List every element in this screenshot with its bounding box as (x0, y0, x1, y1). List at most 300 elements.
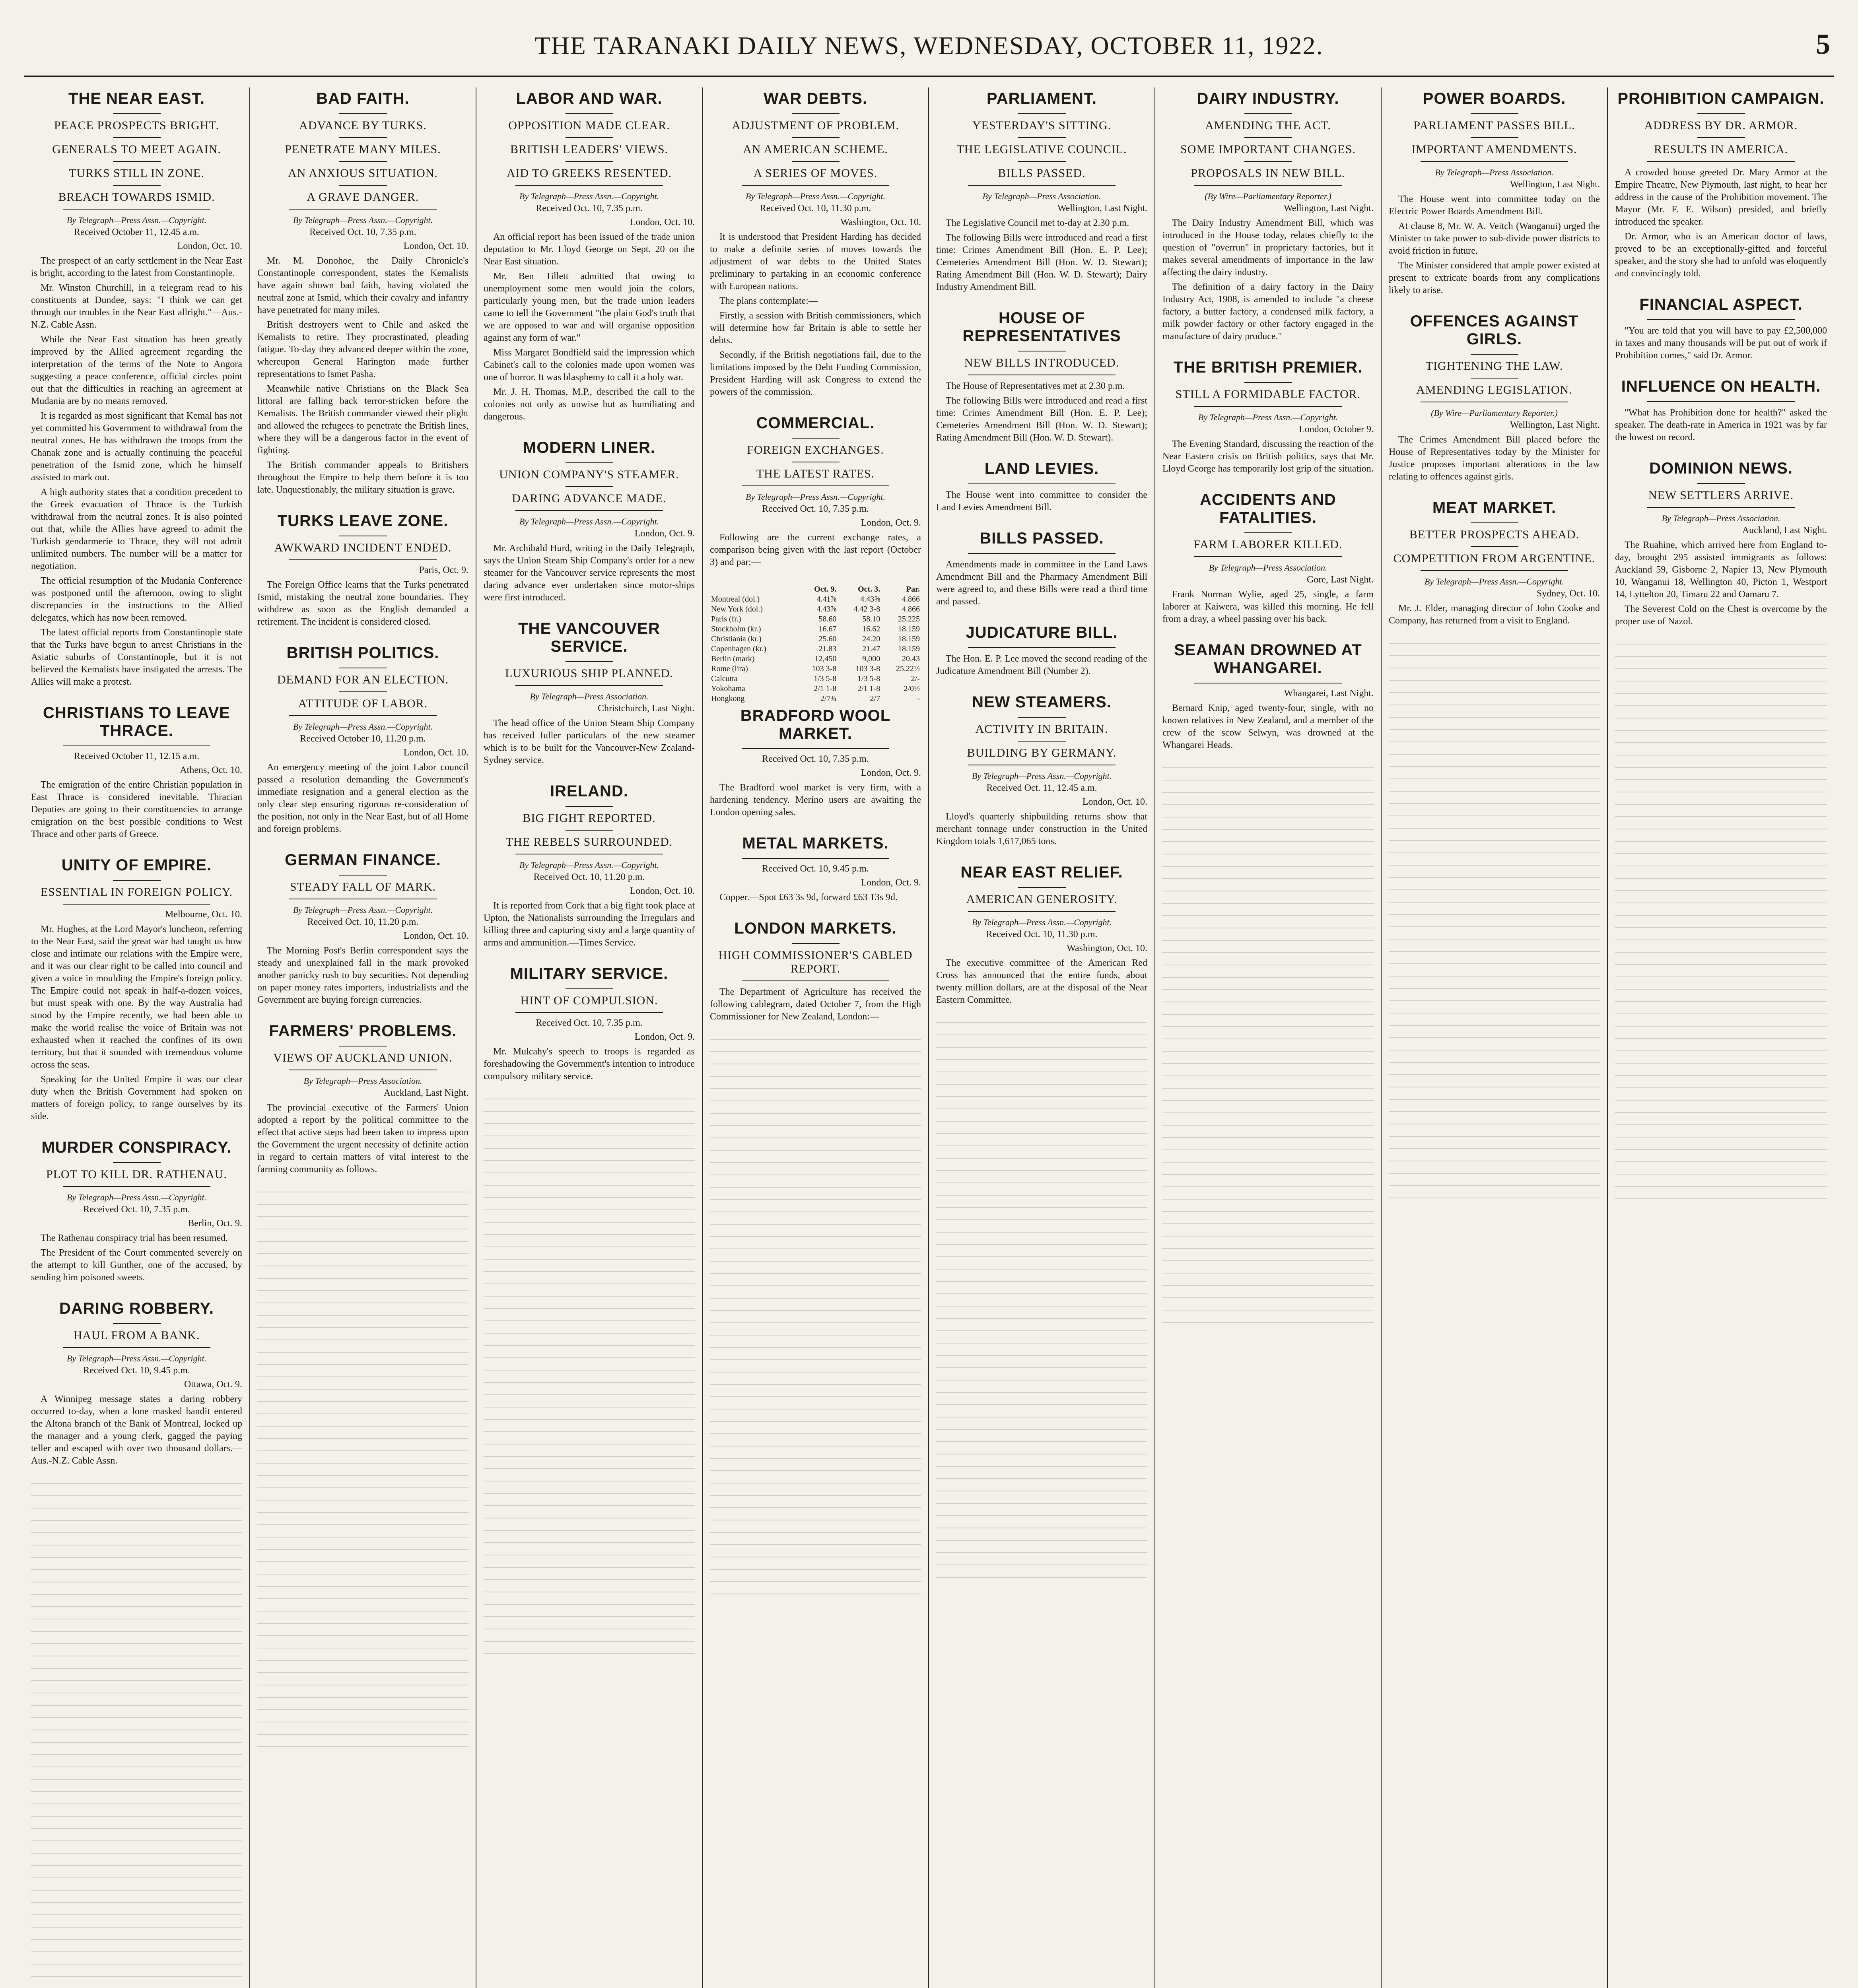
separator-rule (113, 1162, 161, 1163)
article (1615, 296, 1827, 362)
table-row (710, 674, 921, 684)
article-deck: A GRAVE DANGER. (307, 190, 419, 204)
article-deck: RESULTS IN AMERICA. (1654, 143, 1788, 156)
separator-rule (742, 185, 890, 186)
article-deck: HINT OF COMPULSION. (520, 994, 658, 1007)
article-deck: BUILDING BY GERMANY. (967, 746, 1117, 759)
separator-rule (1471, 378, 1518, 379)
separator-rule (63, 1347, 211, 1348)
separator-rule (1697, 137, 1745, 138)
separator-rule (1471, 113, 1518, 114)
article-paragraph: Lloyd's quarterly shipbuilding returns show that merchant tonnage under construction in the United Kingdom totals 1,617,065 tons. (936, 812, 1147, 846)
article-paragraph: The Foreign Office learns that the Turks penetrated Ismid, mistaking the neutral zone boundaries. They withdrew as soon as the English demanded a retirement. The incident is considered closed. (257, 580, 468, 627)
rates-cell: 4.42 3-8 (853, 605, 880, 613)
article-deck: THE LATEST RATES. (756, 467, 875, 480)
article (936, 624, 1147, 678)
rates-cell: 12,450 (814, 654, 837, 663)
rates-cell: 4.43⅞ (816, 605, 837, 613)
article-byline: By Telegraph—Press Assn.—Copyright. (1198, 412, 1338, 422)
article-paragraph: Copper.—Spot £63 3s 9d, forward £63 13s 9d. (719, 892, 898, 903)
separator-rule (113, 113, 161, 114)
article-deck: VIEWS OF AUCKLAND UNION. (273, 1051, 453, 1064)
article-received: Received Oct. 10, 7.35 p.m. (309, 227, 416, 237)
article-deck: IMPORTANT AMENDMENTS. (1411, 143, 1577, 156)
rates-cell: Calcutta (711, 674, 738, 683)
article-headline: FINANCIAL ASPECT. (1639, 296, 1803, 313)
article-deck: NEW BILLS INTRODUCED. (964, 356, 1119, 369)
table-row (710, 654, 921, 664)
article-deck: COMPETITION FROM ARGENTINE. (1393, 552, 1596, 565)
article-byline: (By Wire—Parliamentary Reporter.) (1431, 408, 1558, 418)
continued-text-lines (1389, 643, 1600, 1200)
article-dateline: Whangarei, Last Night. (1284, 688, 1374, 699)
article (1615, 90, 1827, 280)
article-paragraph: The Rathenau conspiracy trial has been resumed. (41, 1233, 228, 1243)
separator-rule (968, 483, 1116, 484)
article-dateline: London, Oct. 10. (630, 217, 695, 227)
article-deck: DEMAND FOR AN ELECTION. (277, 673, 449, 686)
rates-cell: Stockholm (kr.) (711, 625, 761, 633)
article (1162, 491, 1374, 625)
article-byline: By Telegraph—Press Assn.—Copyright. (745, 492, 886, 502)
rates-cell: 58.60 (818, 615, 837, 623)
separator-rule (1018, 717, 1066, 718)
article-deck: BILLS PASSED. (998, 167, 1086, 180)
separator-rule (1244, 113, 1292, 114)
article (257, 644, 468, 835)
article-headline: NEAR EAST RELIEF. (960, 864, 1123, 881)
separator-rule (1647, 401, 1795, 402)
rates-cell: 103 3-8 (812, 664, 837, 673)
separator-rule (113, 1323, 161, 1324)
article-deck: BRITISH LEADERS' VIEWS. (510, 143, 669, 156)
article-deck: SOME IMPORTANT CHANGES. (1180, 143, 1356, 156)
article-headline: NEW STEAMERS. (972, 693, 1112, 711)
article-byline: By Telegraph—Press Association. (1435, 167, 1554, 177)
article-dateline: London, Oct. 9. (861, 768, 921, 778)
separator-rule (1697, 113, 1745, 114)
article-deck: DARING ADVANCE MADE. (512, 492, 667, 505)
article-headline: POWER BOARDS. (1423, 90, 1566, 107)
article-dateline: Paris, Oct. 9. (419, 565, 468, 575)
rates-cell: Hongkong (711, 694, 745, 703)
article-received: Received Oct. 10, 7.35 p.m. (83, 1204, 190, 1215)
article-headline: LABOR AND WAR. (516, 90, 663, 107)
table-row (710, 644, 921, 654)
article-received: Received Oct. 10, 11.20 p.m. (533, 872, 645, 882)
masthead (24, 28, 1834, 77)
article-headline: DARING ROBBERY. (59, 1300, 214, 1317)
article-deck: TIGHTENING THE LAW. (1425, 359, 1563, 373)
article-deck: AN AMERICAN SCHEME. (743, 143, 888, 156)
masthead-title: THE TARANAKI DAILY NEWS, WEDNESDAY, OCTOBER 11, 1922. (534, 31, 1324, 60)
separator-rule (792, 137, 840, 138)
article-paragraph: It is reported from Cork that a big fight took place at Upton, the Nationalists surrounding the Irregulars and killing three and capturing sixty and a large quantity of arms and ammunition.—Times Service. (484, 901, 695, 948)
rates-cell: Copenhagen (kr.) (711, 645, 766, 653)
article-headline: PROHIBITION CAMPAIGN. (1617, 90, 1825, 107)
column (24, 87, 250, 1988)
article (710, 90, 921, 398)
article-dateline: London, October 9. (1299, 424, 1374, 435)
separator-rule (339, 185, 387, 186)
article-byline: By Telegraph—Press Assn.—Copyright. (66, 1353, 207, 1363)
article-deck: PENETRATE MANY MILES. (285, 143, 441, 156)
rates-cell: 4.41⅞ (816, 595, 837, 604)
rates-cell: Rome (lira) (711, 664, 748, 673)
rates-cell: 16.67 (818, 625, 837, 633)
article (936, 90, 1147, 293)
separator-rule (113, 137, 161, 138)
separator-rule (792, 943, 840, 944)
separator-rule (968, 911, 1116, 912)
article (710, 707, 921, 819)
article-paragraph: A high authority states that a condition precedent to the Greek evacuation of Thrace is the Turkish withdrawal from the neutral zones. It is also pointed out that, while the Allies have agreed to admit the Turkish gendarmerie to Thrace, they will not admit unlimited numbers. The number will be a matter for negotiation. (31, 487, 242, 571)
separator-rule (742, 980, 890, 981)
rates-cell: Christiania (kr.) (711, 635, 762, 643)
rates-header-cell: Par. (906, 585, 920, 594)
rates-cell: 18.159 (898, 625, 920, 633)
article (31, 856, 242, 1123)
continued-text-lines (257, 1192, 468, 1748)
article-received: Received Oct. 10, 11.30 p.m. (986, 929, 1098, 940)
rates-cell: 1/3 5-8 (857, 674, 880, 683)
article-headline: SEAMAN DROWNED AT WHANGAREI. (1174, 641, 1362, 677)
article-deck: AMENDING LEGISLATION. (1416, 383, 1572, 396)
separator-rule (339, 875, 387, 876)
article-headline: COMMERCIAL. (756, 414, 875, 432)
article-deck: ADVANCE BY TURKS. (299, 119, 427, 132)
article-deck: TURKS STILL IN ZONE. (69, 167, 204, 180)
article-headline: BILLS PASSED. (980, 530, 1104, 547)
article-paragraph: Amendments made in committee in the Land Laws Amendment Bill and the Pharmacy Amendment Bill were agreed to, and these Bills were read a third time and passed. (936, 559, 1147, 607)
separator-rule (968, 647, 1116, 648)
article-paragraph: British destroyers went to Chile and asked the Kemalists to retire. They procrastinated, pleading fatigue. To-day they advanced deeper within the zone, whereupon General Harington made further representations to Ismet Pasha. (257, 320, 468, 379)
article-paragraph: The executive committee of the American Red Cross has announced that the entire funds, about twenty million dollars, are at the disposal of the Near Eastern Committee. (936, 958, 1147, 1005)
separator-rule (339, 691, 387, 692)
article (1162, 359, 1374, 475)
rates-cell: Yokohama (711, 684, 745, 693)
article (484, 439, 695, 604)
article-byline: By Telegraph—Press Assn.—Copyright. (66, 215, 207, 225)
table-row (710, 694, 921, 704)
article-paragraph: The Legislative Council met to-day at 2.30 p.m. (946, 218, 1129, 228)
article-deck: BIG FIGHT REPORTED. (523, 812, 656, 825)
article-paragraph: The House went into committee to consider the Land Levies Amendment Bill. (936, 490, 1147, 513)
article-paragraph: Dr. Armor, who is an American doctor of laws, proved to be an exceptionally-gifted and forceful speaker, and the story she had to unfold was eloquently and convincingly told. (1615, 231, 1827, 279)
article-deck: LUXURIOUS SHIP PLANNED. (505, 667, 673, 680)
rates-cell: 9,000 (862, 654, 880, 663)
article-headline: THE NEAR EAST. (68, 90, 205, 107)
article-paragraph: Secondly, if the British negotiations fail, due to the limitations imposed by the Debt Funding Commission, President Harding will ask Congress to extend the powers of the commission. (710, 350, 921, 397)
article (936, 460, 1147, 514)
article-byline: By Telegraph—Press Association. (982, 191, 1101, 201)
column (1155, 87, 1382, 1988)
article (31, 90, 242, 688)
article-paragraph: Mr. J. Elder, managing director of John Cooke and Company, has returned from a visit to England. (1389, 603, 1600, 626)
article-paragraph: Following are the current exchange rates, a comparison being given with the last report (October 3) and par:— (710, 532, 921, 567)
article-paragraph: The House went into committee today on the Electric Power Boards Amendment Bill. (1389, 194, 1600, 217)
article-headline: FARMERS' PROBLEMS. (269, 1022, 457, 1040)
rates-header-cell (710, 584, 797, 594)
columns (24, 87, 1834, 1988)
article-headline: MODERN LINER. (523, 439, 655, 456)
article-dateline: London, Oct. 10. (177, 241, 242, 251)
article-byline: By Telegraph—Press Assn.—Copyright. (972, 771, 1112, 781)
article-byline: By Telegraph—Press Assn.—Copyright. (293, 905, 433, 915)
article-headline: MEAT MARKET. (1432, 499, 1557, 516)
article-paragraph: The Minister considered that ample power existed at present to extricate boards from any complications likely to arise. (1389, 260, 1600, 295)
article (1389, 313, 1600, 483)
rates-cell: 24.20 (862, 635, 880, 643)
article-paragraph: The House of Representatives met at 2.30 p.m. (946, 381, 1125, 391)
continued-text-lines (936, 1022, 1147, 1579)
rates-cell: 16.62 (862, 625, 880, 633)
article-paragraph: The provincial executive of the Farmers' Union adopted a report by the political committee to the effect that active steps had been taken to impress upon the Government the urgent necessity of definite action in regard to certain matters of vital interest to the farming community as follows. (257, 1103, 468, 1175)
article-paragraph: "What has Prohibition done for health?" asked the speaker. The death-rate in America in 1921 was by far the lowest on record. (1615, 408, 1827, 443)
article-received: Received October 10, 11.20 p.m. (300, 734, 426, 744)
article-headline: DAIRY INDUSTRY. (1197, 90, 1339, 107)
article-paragraph: The President of the Court commented severely on the attempt to kill Gunther, one of the accused, by sending him poisoned sweets. (31, 1248, 242, 1283)
separator-rule (289, 209, 437, 210)
article-deck: NEW SETTLERS ARRIVE. (1648, 489, 1794, 502)
article-dateline: Wellington, Last Night. (1283, 203, 1374, 214)
separator-rule (566, 830, 613, 831)
article-headline: PARLIAMENT. (987, 90, 1097, 107)
separator-rule (566, 462, 613, 463)
separator-rule (63, 209, 211, 210)
article-deck: STEADY FALL OF MARK. (290, 880, 436, 893)
article-dateline: Auckland, Last Night. (1742, 525, 1827, 536)
separator-rule (1018, 887, 1066, 888)
article-paragraph: Mr. M. Donohoe, the Daily Chronicle's Constantinople correspondent, states the Kemalists have again shown bad faith, having violated the neutral zone at Ismid, which their cavalry and infantry have penetrated for many miles. (257, 256, 468, 315)
article-dateline: London, Oct. 10. (403, 241, 468, 251)
article-paragraph: The official resumption of the Mudania Conference was postponed until the afternoon, owing to slight discrepancies in the instructions to the Allied delegates, which has now been removed. (31, 576, 242, 623)
article-deck: PROPOSALS IN NEW BILL. (1191, 167, 1345, 180)
article-paragraph: Speaking for the United Empire it was our clear duty when the British Government had spoken on matters of foreign policy, to range ourselves by its side. (31, 1074, 242, 1122)
article (1162, 641, 1374, 751)
article-paragraph: A Winnipeg message states a daring robbery occurred to-day, when a lone masked bandit entered the Altona branch of the Bank of Montreal, locked up the manager and a young clerk, gagged the paying teller and escaped with over two thousand dollars.—Aus.-N.Z. Cable Assn. (31, 1394, 242, 1466)
table-row (710, 684, 921, 694)
article-headline: WAR DEBTS. (763, 90, 868, 107)
separator-rule (1194, 556, 1342, 557)
article-dateline: London, Oct. 10. (403, 931, 468, 941)
continued-text-lines (1162, 767, 1374, 1324)
rates-cell: 25.60 (818, 635, 837, 643)
article-received: Received Oct. 10, 7.35 p.m. (536, 1018, 643, 1028)
rates-cell: 1/3 5-8 (814, 674, 837, 683)
rates-cell: 21.83 (818, 645, 837, 653)
article-headline: ACCIDENTS AND FATALITIES. (1200, 491, 1336, 526)
separator-rule (113, 880, 161, 881)
separator-rule (742, 748, 890, 749)
separator-rule (339, 113, 387, 114)
article-received: Received Oct. 10, 9.45 p.m. (762, 864, 869, 874)
article-byline: By Telegraph—Press Assn.—Copyright. (745, 191, 886, 201)
separator-rule (1018, 137, 1066, 138)
article-dateline: Melbourne, Oct. 10. (165, 909, 242, 920)
article (1162, 90, 1374, 343)
article-headline: OFFENCES AGAINST GIRLS. (1410, 313, 1579, 348)
article (31, 704, 242, 841)
article-byline: (By Wire—Parliamentary Reporter.) (1205, 191, 1331, 201)
table-row (710, 604, 921, 614)
separator-rule (792, 161, 840, 162)
article-deck: BETTER PROSPECTS AHEAD. (1409, 528, 1580, 541)
article-deck: PLOT TO KILL DR. RATHENAU. (46, 1168, 227, 1181)
article-headline: TURKS LEAVE ZONE. (277, 512, 449, 530)
article-paragraph: The prospect of an early settlement in the Near East is bright, according to the latest from Constantinople. (31, 256, 242, 278)
rates-cell: 25.225 (898, 615, 920, 623)
article-deck: FOREIGN EXCHANGES. (747, 443, 884, 456)
article-deck: AMERICAN GENEROSITY. (966, 893, 1118, 906)
separator-rule (1244, 382, 1292, 383)
article-dateline: Sydney, Oct. 10. (1536, 588, 1600, 599)
rates-cell: 20.43 (902, 654, 920, 663)
article-headline: THE BRITISH PREMIER. (1173, 359, 1363, 376)
separator-rule (515, 1012, 663, 1013)
article-paragraph: A crowded house greeted Dr. Mary Armor at the Empire Theatre, New Plymouth, last night, to hear her address in the cause of the Prohibition movement. The Mayor (Mr. F. E. Wilson) presided, and briefly introduced the speaker. (1615, 167, 1827, 227)
rates-cell: Montreal (dol.) (711, 595, 760, 604)
article-deck: YESTERDAY'S SITTING. (972, 119, 1112, 132)
article-dateline: Berlin, Oct. 9. (188, 1218, 242, 1229)
rates-cell: 4.43⅝ (860, 595, 880, 604)
rates-cell: 4.866 (902, 595, 920, 604)
separator-rule (1471, 546, 1518, 547)
article-headline: HOUSE OF REPRESENTATIVES (962, 309, 1121, 345)
separator-rule (1647, 161, 1795, 162)
article-received: Received Oct. 10, 7.35 p.m. (762, 754, 869, 764)
article-deck: GENERALS TO MEET AGAIN. (52, 143, 221, 156)
article-deck: BREACH TOWARDS ISMID. (58, 190, 215, 204)
article-paragraph: The definition of a dairy factory in the Dairy Industry Act, 1908, is amended to include "a cheese factory, a butter factory, a condensed milk factory, a milk powder factory or other factory engaged in the manufacture of dairy produce." (1162, 282, 1374, 342)
article-dateline: Wellington, Last Night. (1510, 420, 1600, 430)
article-dateline: Gore, Last Night. (1307, 575, 1374, 585)
separator-rule (515, 685, 663, 686)
article-deck: ADJUSTMENT OF PROBLEM. (732, 119, 899, 132)
exchange-rates-table (710, 584, 921, 704)
column (1382, 87, 1608, 1988)
separator-rule (515, 185, 663, 186)
article-deck: STILL A FORMIDABLE FACTOR. (1175, 388, 1361, 401)
article (31, 1139, 242, 1284)
article-paragraph: Mr. Hughes, at the Lord Mayor's luncheon, referring to the Near East, said the great war had taught us how close and intimate our relations with the Empire were, and it was our clear right to be called into council and given a voice in moulding the Empire's foreign policy. The Empire could not speak in half-a-dozen voices, but must speak with one. By the way Australia had stood by the Empire recently, we had been able to make the world realise the voice of Britain was not exhausted when it reached the confines of its own territory, but that it sounded with tremendous volume across the seas. (31, 924, 242, 1070)
article-dateline: Athens, Oct. 10. (180, 765, 242, 775)
article-paragraph: The following Bills were introduced and read a first time: Crimes Amendment Bill (Hon. E. P. Lee); Cemeteries Amendment Bill (Hon. W. D. Stewart); Rating Amendment Bill (Hon. W. D. Stewart); Dairy Industry Amendment Bill. (936, 233, 1147, 292)
article-byline: By Telegraph—Press Association. (1662, 513, 1780, 523)
article-paragraph: An emergency meeting of the joint Labor council passed a resolution demanding the Government's immediate resignation and a general election as the only clear step ensuring rigorous re-consideration of the position, not only in the Near East, but of all Home and foreign problems. (257, 762, 468, 834)
article (1615, 460, 1827, 628)
article-deck: THE LEGISLATIVE COUNCIL. (956, 143, 1127, 156)
article (936, 864, 1147, 1006)
article-byline: By Telegraph—Press Assn.—Copyright. (293, 215, 433, 225)
article-paragraph: The Department of Agriculture has received the following cablegram, dated October 7, from the High Commissioner for New Zealand, London:— (710, 987, 921, 1022)
rates-cell: 21.47 (862, 645, 880, 653)
article-paragraph: The following Bills were introduced and read a first time: Crimes Amendment Bill (Hon. E. P. Lee); Cemeteries Amendment Bill (Hon. W. D. Stewart); Rating Amendment Bill (Hon. W. D. Stewart). (936, 396, 1147, 443)
separator-rule (63, 904, 211, 905)
article-deck: PARLIAMENT PASSES BILL. (1413, 119, 1575, 132)
article (936, 309, 1147, 444)
article-deck: HIGH COMMISSIONER'S CABLED REPORT. (718, 949, 913, 975)
rates-cell: 4.866 (902, 605, 920, 613)
article-received: Received Oct. 10, 9.45 p.m. (83, 1365, 190, 1376)
article (484, 620, 695, 767)
article (484, 965, 695, 1083)
article-received: Received October 11, 12.15 a.m. (74, 751, 199, 761)
separator-rule (1194, 185, 1342, 186)
table-row (710, 594, 921, 604)
article-received: Received October 11, 12.45 a.m. (74, 227, 199, 237)
article-received: Received Oct. 10, 7.35 p.m. (536, 203, 643, 214)
article-paragraph: The British commander appeals to Britishers throughout the Empire to help them before it is too late. Unquestionably, the military situation is grave. (257, 460, 468, 495)
article-paragraph: The Hon. E. P. Lee moved the second reading of the Judicature Amendment Bill (Number 2). (936, 654, 1147, 676)
article-deck: AID TO GREEKS RESENTED. (506, 167, 672, 180)
rates-cell: 25.22½ (896, 664, 920, 673)
article-paragraph: Mr. Archibald Hurd, writing in the Daily Telegraph, says the Union Steam Ship Company's order for a new steamer for the Vancouver service represents the most daring advance ever undertaken since motor-ships were first introduced. (484, 543, 695, 603)
article-headline: LAND LEVIES. (984, 460, 1099, 478)
article-headline: BRADFORD WOOL MARKET. (740, 707, 891, 742)
column (476, 87, 703, 1988)
rates-header-cell: Oct. 9. (814, 585, 837, 594)
separator-rule (339, 137, 387, 138)
article-byline: By Telegraph—Press Assn.—Copyright. (293, 722, 433, 732)
article-headline: BRITISH POLITICS. (286, 644, 439, 662)
separator-rule (968, 553, 1116, 554)
rates-cell: 103 3-8 (855, 664, 880, 673)
article-headline: METAL MARKETS. (742, 835, 889, 852)
table-row (710, 634, 921, 644)
article-byline: By Telegraph—Press Association. (303, 1076, 422, 1086)
article (484, 782, 695, 949)
continued-text-lines (710, 1039, 921, 1596)
separator-rule (1647, 319, 1795, 320)
rates-cell: 2/0½ (904, 684, 920, 693)
article-paragraph: Frank Norman Wylie, aged 25, single, a farm laborer at Kaiwera, was killed this morning. He fell from a dray, a wheel passing over his back. (1162, 589, 1374, 624)
article-paragraph: Bernard Knip, aged twenty-four, single, with no known relatives in New Zealand, and a member of the crew of the scow Selwyn, was drowned at the Whangarei Heads. (1162, 703, 1374, 750)
article-deck: PEACE PROSPECTS BRIGHT. (54, 119, 220, 132)
article-headline: THE VANCOUVER SERVICE. (518, 620, 660, 655)
article-paragraph: While the Near East situation has been greatly improved by the Allied agreement regarding the interpretation of the terms of the Note to Angora suggesting a peace conference, official circles point out that the difficulties in reaching an agreement at Mudania are by no means removed. (31, 334, 242, 406)
article (1615, 378, 1827, 444)
article-byline: By Telegraph—Press Association. (530, 691, 649, 701)
continued-text-lines (31, 1483, 242, 1988)
article-paragraph: At clause 8, Mr. W. A. Veitch (Wanganui) urged the Minister to take power to sub-divide power districts to avoid friction in future. (1389, 221, 1600, 256)
article-paragraph: The emigration of the entire Christian population in East Thrace is considered inevitable. Thracian Deputies are going to their constituencies to arrange emigration on the best possible conditions to West Thrace and other parts of Greece. (31, 780, 242, 839)
article (1389, 499, 1600, 627)
separator-rule (566, 113, 613, 114)
article-headline: UNITY OF EMPIRE. (61, 856, 212, 874)
article-paragraph: Firstly, a session with British commissioners, which will determine how far Britain is able to settle her debts. (710, 311, 921, 346)
rates-cell: 2/1 1-8 (814, 684, 837, 693)
article-deck: AWKWARD INCIDENT ENDED. (274, 541, 452, 554)
article (31, 1300, 242, 1467)
article-received: Received Oct. 10, 11.20 p.m. (307, 917, 419, 927)
rates-cell: 58.10 (862, 615, 880, 623)
article-dateline: London, Oct. 9. (861, 878, 921, 888)
rates-cell: 18.159 (898, 645, 920, 653)
article-dateline: London, Oct. 10. (403, 747, 468, 758)
rates-cell: 2/1 1-8 (857, 684, 880, 693)
article-deck: UNION COMPANY'S STEAMER. (499, 468, 679, 481)
separator-rule (566, 661, 613, 662)
article-dateline: Wellington, Last Night. (1057, 203, 1147, 214)
article-paragraph: The Dairy Industry Amendment Bill, which was introduced in the House today, relates chiefly to the question of "overrun" in proprietary factories, but it makes several amendments of importance in the law affecting the dairy industry. (1162, 218, 1374, 278)
article (484, 90, 695, 423)
article-dateline: London, Oct. 10. (1082, 797, 1147, 807)
separator-rule (1244, 532, 1292, 533)
article (936, 530, 1147, 608)
separator-rule (1421, 161, 1568, 162)
separator-rule (113, 185, 161, 186)
